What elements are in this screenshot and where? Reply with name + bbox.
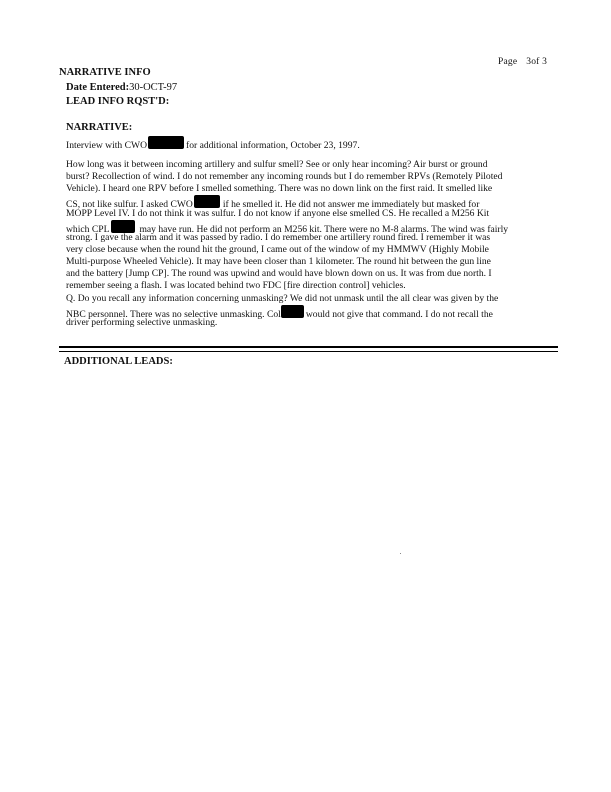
line-text: which CPL xyxy=(66,223,110,235)
line-text: would not give that command. I do not recall the xyxy=(305,308,493,320)
date-entered-value: 30-OCT-97 xyxy=(129,82,178,93)
narrative-line xyxy=(66,305,508,320)
redaction-block xyxy=(111,220,135,233)
narrative-line: How long was it between incoming artillery and sulfur smell? See or only hear incoming? Air burst or ground xyxy=(66,159,488,170)
section-divider-thin xyxy=(59,351,558,352)
redaction-block xyxy=(148,136,184,149)
intro-text-before: Interview with CWO xyxy=(66,140,147,151)
narrative-line: Multi-purpose Wheeled Vehicle). It may have been closer than 1 kilometer. The round hit between the gun line xyxy=(66,256,491,268)
narrative-line: Vehicle). I heard one RPV before I smelled something. There was no down link on the first raid. It smelled like xyxy=(66,183,493,195)
line-text: CS, not like sulfur. I asked CWO xyxy=(66,199,193,211)
narrative-line xyxy=(66,220,509,235)
narrative-line: MOPP Level IV. I do not think it was sulfur. I do not know if anyone else smelled CS. He recalled a M256 Kit xyxy=(66,207,490,219)
page-label: Page xyxy=(498,57,518,67)
date-entered-label: Date Entered: xyxy=(66,82,130,93)
scan-speck xyxy=(400,553,401,554)
line-text: may have run. He did not perform an M256 kit. There were no M-8 alarms. The wind was fairly xyxy=(139,223,509,235)
intro-text-after: for additional information, October 23, 1997. xyxy=(186,140,360,151)
date-entered xyxy=(66,82,177,93)
narrative-line: very close because when the round hit the ground, I came out of the window of my HMMWV (Highly Mobile xyxy=(66,243,489,255)
narrative-line: remember seeing a flash. I was located behind two FDC [fire direction control] vehicles. xyxy=(66,280,406,292)
narrative-line xyxy=(66,195,508,211)
lead-info-requested: LEAD INFO RQST'D: xyxy=(66,96,170,107)
narrative-line: burst? Recollection of wind. I do not remember any incoming rounds but I do remember RPVs (Remotely Piloted xyxy=(66,171,503,183)
page-number xyxy=(498,57,547,67)
additional-leads-heading: ADDITIONAL LEADS: xyxy=(64,356,173,367)
narrative-intro xyxy=(66,136,360,152)
narrative-body xyxy=(66,159,508,329)
page-count: 3of 3 xyxy=(526,57,548,67)
section-divider xyxy=(59,346,558,348)
redaction-block xyxy=(281,305,304,318)
line-text: NBC personnel. There was no selective unmasking. Col xyxy=(66,308,281,320)
narrative-info-heading: NARRATIVE INFO xyxy=(59,67,151,78)
narrative-line: strong. I gave the alarm and it was passed by radio. I do remember one artillery round fired. I remember it was xyxy=(66,231,491,243)
narrative-title: NARRATIVE: xyxy=(66,122,133,133)
narrative-line: and the battery [Jump CP]. The round was upwind and would have blown down on us. It was from due north. I xyxy=(66,268,492,280)
narrative-line: driver performing selective unmasking. xyxy=(66,316,218,328)
line-text: if he smelled it. He did not answer me immediately but masked for xyxy=(222,199,480,211)
narrative-line: Q. Do you recall any information concerning unmasking? We did not unmask until the all clear was given by the xyxy=(66,292,499,304)
redaction-block xyxy=(194,195,220,208)
